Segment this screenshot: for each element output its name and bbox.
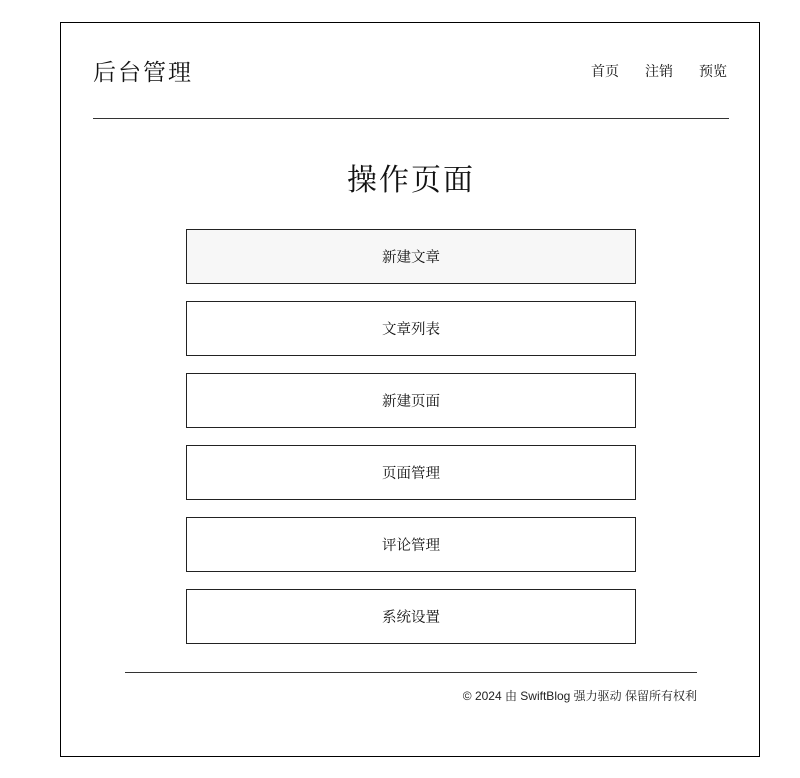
main-nav bbox=[591, 61, 729, 81]
menu-item-new-page[interactable]: 新建页面 bbox=[186, 373, 636, 428]
nav-link-home[interactable]: 首页 bbox=[591, 62, 619, 79]
menu-item-page-management[interactable]: 页面管理 bbox=[186, 445, 636, 500]
footer-copyright: © 2024 由 SwiftBlog 强力驱动 保留所有权利 bbox=[462, 689, 697, 703]
page-inner bbox=[93, 23, 729, 756]
main-content bbox=[93, 119, 729, 644]
menu-item-system-settings[interactable]: 系统设置 bbox=[186, 589, 636, 644]
browser-page-frame bbox=[60, 22, 760, 757]
site-footer bbox=[125, 672, 697, 704]
menu-item-new-post[interactable]: 新建文章 bbox=[186, 229, 636, 284]
menu-item-comment-management[interactable]: 评论管理 bbox=[186, 517, 636, 572]
nav-link-logout[interactable]: 注销 bbox=[645, 62, 673, 79]
admin-action-menu bbox=[186, 229, 636, 644]
site-header bbox=[93, 23, 729, 119]
page-title: 操作页面 bbox=[347, 164, 475, 197]
menu-item-post-list[interactable]: 文章列表 bbox=[186, 301, 636, 356]
site-brand: 后台管理 bbox=[93, 60, 193, 85]
nav-link-preview[interactable]: 预览 bbox=[699, 62, 727, 79]
